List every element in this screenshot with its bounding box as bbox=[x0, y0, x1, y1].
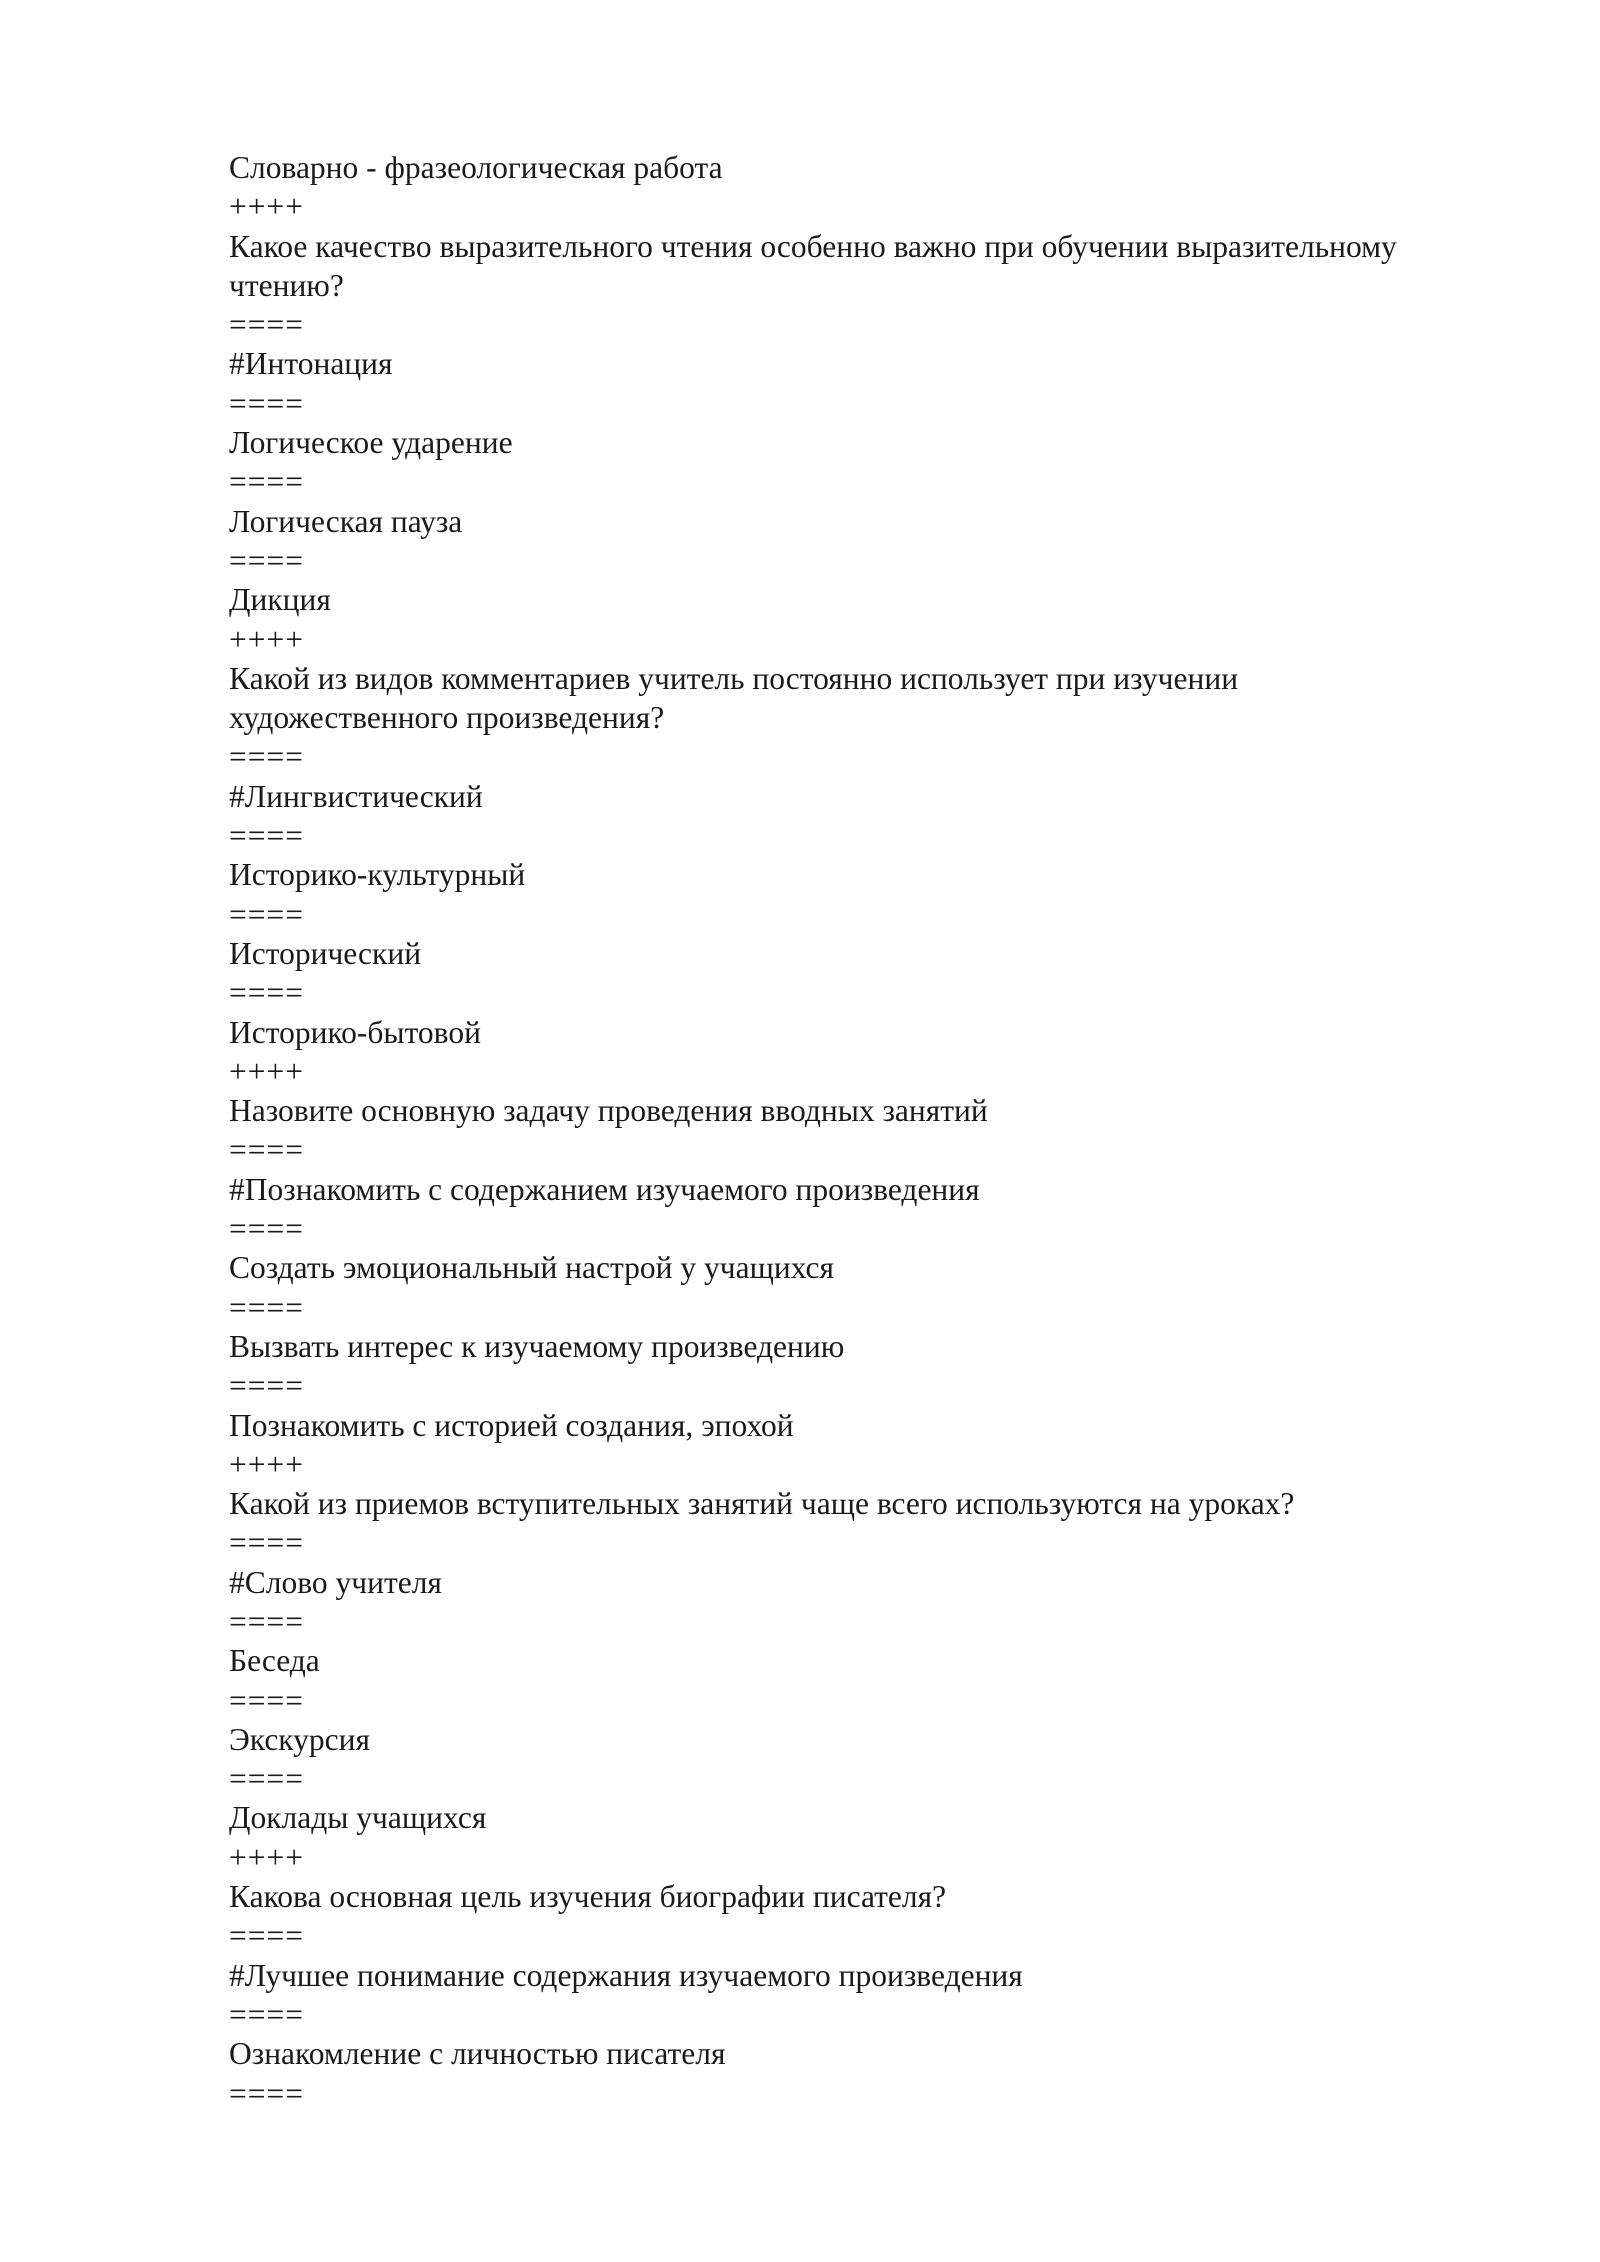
answer-separator: ==== bbox=[229, 1211, 305, 1247]
text-line: Дикция bbox=[229, 582, 331, 618]
text-line: Историко-бытовой bbox=[229, 1014, 481, 1050]
question-separator: ++++ bbox=[229, 1839, 305, 1875]
text-line: Какова основная цель изучения биографии писателя? bbox=[229, 1879, 947, 1915]
answer-separator: ==== bbox=[229, 1368, 305, 1404]
text-line: Вызвать интерес к изучаемому произведению bbox=[229, 1328, 845, 1364]
correct-answer-line: #Лингвистический bbox=[229, 778, 483, 814]
document-text bbox=[229, 148, 1469, 2113]
answer-separator: ==== bbox=[229, 1682, 305, 1718]
question-separator: ++++ bbox=[229, 1053, 305, 1089]
text-line: Беседа bbox=[229, 1643, 320, 1679]
answer-separator: ==== bbox=[229, 975, 305, 1011]
text-line: Ознакомление с личностью писателя bbox=[229, 2036, 726, 2072]
answer-separator: ==== bbox=[229, 896, 305, 932]
answer-separator: ==== bbox=[229, 464, 305, 500]
text-line: Познакомить с историей создания, эпохой bbox=[229, 1407, 794, 1443]
text-line: Логическая пауза bbox=[229, 503, 463, 539]
answer-separator: ==== bbox=[229, 739, 305, 775]
answer-separator: ==== bbox=[229, 1603, 305, 1639]
answer-separator: ==== bbox=[229, 385, 305, 421]
text-line: Словарно - фразеологическая работа bbox=[229, 150, 723, 185]
question-separator: ++++ bbox=[229, 189, 305, 225]
correct-answer-line: #Слово учителя bbox=[229, 1564, 442, 1600]
text-line: Экскурсия bbox=[229, 1721, 370, 1757]
answer-separator: ==== bbox=[229, 2075, 305, 2111]
text-line: Создать эмоциональный настрой у учащихся bbox=[229, 1250, 835, 1286]
answer-separator: ==== bbox=[229, 1761, 305, 1797]
text-line: Доклады учащихся bbox=[229, 1800, 487, 1836]
question-separator: ++++ bbox=[229, 621, 305, 657]
text-line: Какое качество выразительного чтения особенно важно при обучении выразительному чтению? bbox=[229, 228, 1397, 303]
correct-answer-line: #Интонация bbox=[229, 346, 393, 382]
text-line: Логическое ударение bbox=[229, 425, 513, 461]
answer-separator: ==== bbox=[229, 1289, 305, 1325]
correct-answer-line: #Лучшее понимание содержания изучаемого произведения bbox=[229, 1957, 1023, 1993]
correct-answer-line: #Познакомить с содержанием изучаемого произведения bbox=[229, 1171, 980, 1207]
answer-separator: ==== bbox=[229, 1132, 305, 1168]
question-separator: ++++ bbox=[229, 1446, 305, 1482]
text-line: Какой из приемов вступительных занятий чаще всего используются на уроках? bbox=[229, 1486, 1295, 1522]
text-line: Исторический bbox=[229, 935, 422, 971]
answer-separator: ==== bbox=[229, 1525, 305, 1561]
text-line: Назовите основную задачу проведения вводных занятий bbox=[229, 1093, 988, 1129]
answer-separator: ==== bbox=[229, 818, 305, 854]
answer-separator: ==== bbox=[229, 307, 305, 343]
answer-separator: ==== bbox=[229, 1918, 305, 1954]
answer-separator: ==== bbox=[229, 542, 305, 578]
answer-separator: ==== bbox=[229, 1996, 305, 2032]
text-line: Историко-культурный bbox=[229, 857, 526, 893]
text-line: Какой из видов комментариев учитель постоянно использует при изучении художественного произведения? bbox=[229, 660, 1239, 736]
